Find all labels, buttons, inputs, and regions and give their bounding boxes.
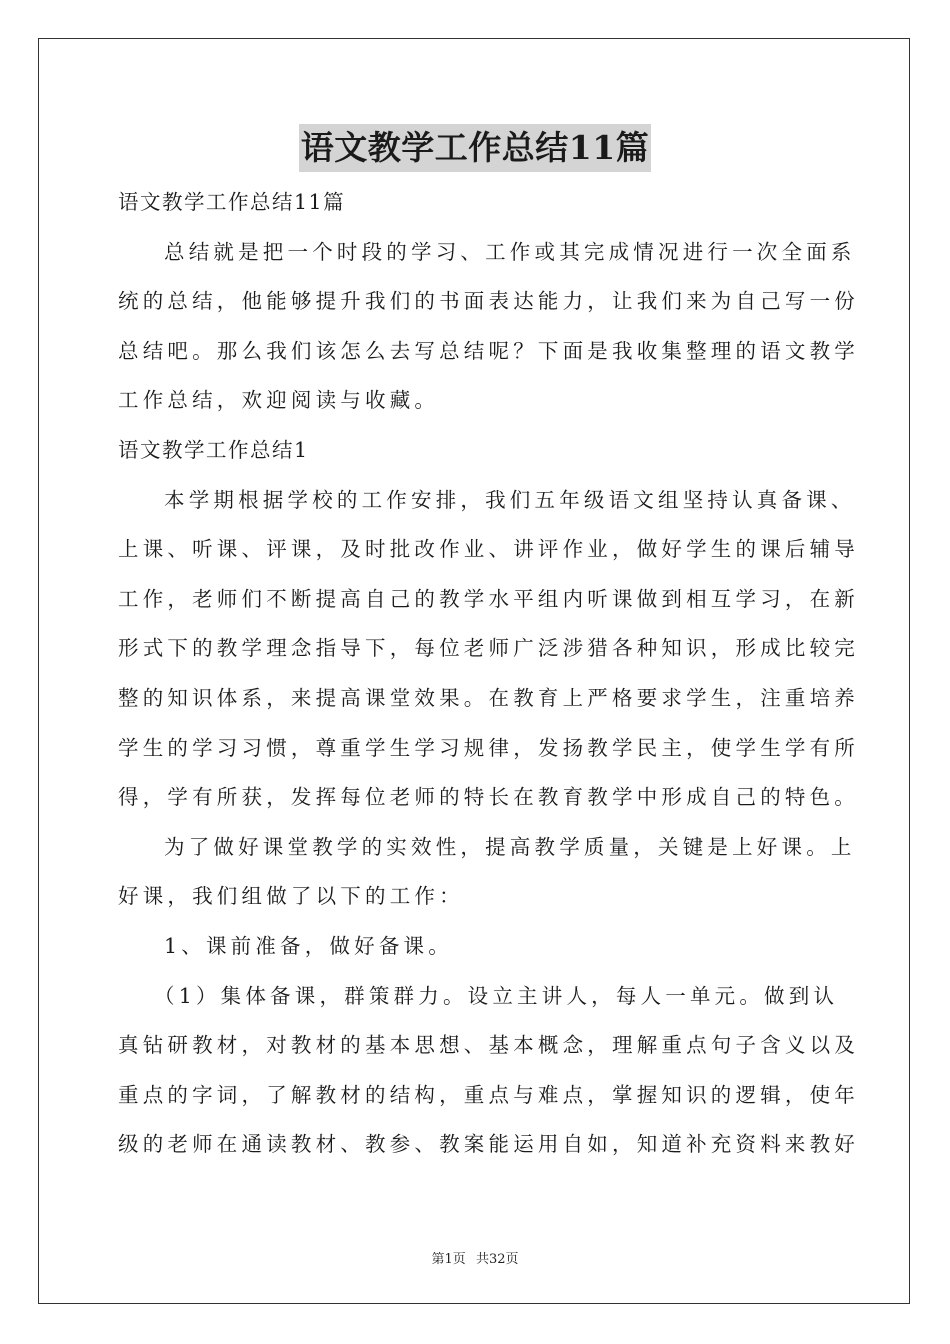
- paragraph-line: 为了做好课堂教学的实效性，提高教学质量，关键是上好课。上: [164, 834, 856, 859]
- paragraph-line: 整的知识体系，来提高课堂效果。在教育上严格要求学生，注重培养: [118, 685, 859, 710]
- paragraph-line: 好课，我们组做了以下的工作：: [118, 884, 464, 909]
- list-item-line: 1、课前准备，做好备课。: [164, 933, 453, 958]
- paragraph-line: 真钻研教材，对教材的基本思想、基本概念，理解重点句子含义以及: [118, 1033, 859, 1058]
- paragraph-line: 上课、听课、评课，及时批改作业、讲评作业，做好学生的课后辅导: [118, 537, 859, 562]
- title-container: [0, 124, 950, 172]
- paragraph-line: 本学期根据学校的工作安排，我们五年级语文组坚持认真备课、: [164, 487, 856, 512]
- intro-paragraph-line: 总结吧。那么我们该怎么去写总结呢？下面是我收集整理的语文教学: [118, 338, 859, 363]
- page-footer: [0, 1248, 950, 1267]
- page-number: 第1页: [431, 1252, 466, 1267]
- paragraph-line: 得，学有所获，发挥每位老师的特长在教育教学中形成自己的特色。: [118, 785, 859, 810]
- section-heading: 语文教学工作总结1: [118, 437, 309, 462]
- intro-paragraph-line: 总结就是把一个时段的学习、工作或其完成情况进行一次全面系: [164, 239, 856, 264]
- document-title: 语文教学工作总结11篇: [299, 124, 651, 172]
- paragraph-line: 形式下的教学理念指导下，每位老师广泛涉猎各种知识，形成比较完: [118, 636, 859, 661]
- document-body: [118, 178, 859, 1170]
- subtitle-line: 语文教学工作总结11篇: [118, 190, 346, 214]
- paragraph-line: 重点的字词，了解教材的结构，重点与难点，掌握知识的逻辑，使年: [118, 1082, 859, 1107]
- page-total: 共32页: [475, 1252, 519, 1267]
- paragraph-line: 学生的学习习惯，尊重学生学习规律，发扬教学民主，使学生学有所: [118, 735, 859, 760]
- paragraph-line: （1）集体备课，群策群力。设立主讲人，每人一单元。做到认: [154, 983, 839, 1008]
- intro-paragraph-line: 工作总结，欢迎阅读与收藏。: [118, 388, 440, 413]
- paragraph-line: 级的老师在通读教材、教参、教案能运用自如，知道补充资料来教好: [118, 1132, 859, 1157]
- intro-paragraph-line: 统的总结，他能够提升我们的书面表达能力，让我们来为自己写一份: [118, 289, 859, 314]
- paragraph-line: 工作，老师们不断提高自己的教学水平组内听课做到相互学习，在新: [118, 586, 859, 611]
